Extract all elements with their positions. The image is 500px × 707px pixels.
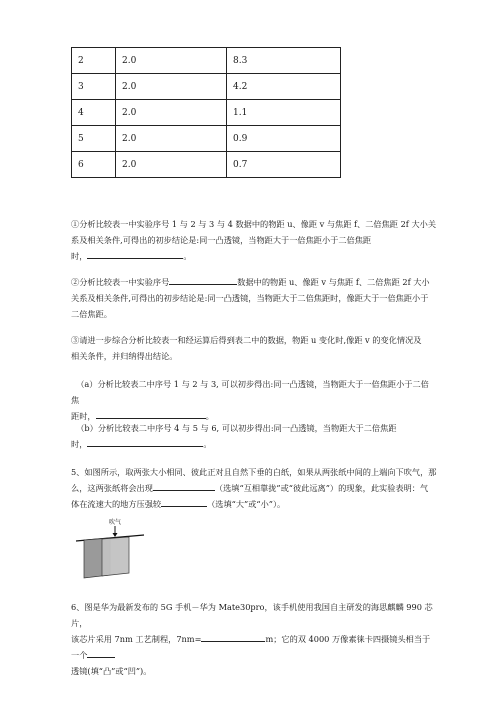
image-distance-cell: 0.9 [227, 126, 341, 152]
blow-air-label: 吹气 [109, 519, 122, 526]
question-1 [71, 216, 437, 264]
question-2 [71, 274, 437, 322]
q3-line2: 相关条件，并归纳得出结论。 [71, 351, 178, 361]
q2-line1-start: ②分析比较表一中实验序号 [71, 277, 170, 287]
q6-line1: 6、图是华为最新发布的 5G 手机－华为 Mate30pro，该手机使用我国自主研发的海思麒麟 990 芯片， [71, 602, 433, 628]
object-distance-cell: 2.0 [116, 100, 227, 126]
q5-line1: 5、如图所示，取两张大小相同、彼此正对且自然下垂的白纸，如果从两张纸中间的上端向下吹气，那 [71, 467, 437, 477]
row-index-cell: 4 [72, 100, 116, 126]
q2-line1-end: 数据中的物距 u、像距 v 与焦距 f、二倍焦距 2f 大小 [237, 277, 430, 287]
q5-line2-end: （选填“互相靠拢”或“彼此远离”）的现象，此实验表明：气 [214, 483, 429, 493]
paper-figure [74, 515, 154, 581]
q5-line2-start: 么，这两张纸将会出现 [71, 483, 153, 493]
image-distance-cell: 4.2 [227, 74, 341, 100]
image-distance-cell: 0.7 [227, 152, 341, 178]
question-5 [71, 464, 437, 512]
data-table [71, 47, 341, 178]
q1-line3-end: 。 [183, 251, 192, 261]
paper-sheet-right [102, 537, 129, 576]
q1-line2: 系及相关条件,可得出的初步结论是:同一凸透镜，当物距大于一倍焦距小于二倍焦距 [71, 235, 372, 245]
q5-line3-end: （选填“大”或“小”）。 [207, 499, 286, 509]
table-row [72, 126, 341, 152]
answer-blank[interactable] [87, 248, 183, 259]
table-row [72, 100, 341, 126]
table-row [72, 152, 341, 178]
qb-line1: （b）分析比较表二中序号 4 与 5 与 6, 可以初步得出:同一凸透镜，当物距大于二倍焦距 [76, 423, 397, 433]
answer-blank[interactable] [96, 408, 206, 419]
qa-line2-end: 。 [205, 411, 214, 421]
q6-line3: 透镜(填“凸”或“凹”)。 [71, 666, 152, 676]
q1-line1: ①分析比较表一中实验序号 1 与 2 与 3 与 4 数据中的物距 u、像距 v 与焦距 f、二倍焦距 2f 大小关 [71, 219, 437, 229]
object-distance-cell: 2.0 [116, 48, 227, 74]
q2-line2: 关系及相关条件,可得出的初步结论是:同一凸透镜，当物距大于二倍焦距时，像距大于一倍焦距小于 [71, 293, 429, 303]
question-6 [71, 599, 437, 679]
air-arrow-head [113, 533, 118, 537]
answer-blank[interactable] [161, 496, 207, 507]
q2-line3: 二倍焦距。 [71, 309, 112, 319]
row-index-cell: 5 [72, 126, 116, 152]
answer-blank[interactable] [87, 436, 203, 447]
question-3b [71, 420, 437, 452]
object-distance-cell: 2.0 [116, 126, 227, 152]
q1-line3-start: 时， [71, 251, 88, 261]
two-paper-sheets-diagram [74, 515, 154, 581]
answer-blank[interactable] [201, 631, 265, 642]
row-index-cell: 3 [72, 74, 116, 100]
image-distance-cell: 8.3 [227, 48, 341, 74]
table-row [72, 74, 341, 100]
qa-line1: （a）分析比较表二中序号 1 与 2 与 3, 可以初步得出:同一凸透镜，当物距大于一倍焦距小于二倍焦 [71, 379, 429, 405]
answer-blank[interactable] [87, 647, 115, 658]
qb-line2-start: 时， [71, 439, 88, 449]
q3-line1: ③请进一步综合分析比较表一和经运算后得到表二中的数据，物距 u 变化时,像距 v 的变化情况及 [71, 335, 422, 345]
answer-blank[interactable] [153, 480, 215, 491]
row-index-cell: 6 [72, 152, 116, 178]
row-index-cell: 2 [72, 48, 116, 74]
answer-blank[interactable] [169, 274, 237, 285]
qa-line2-start: 距时， [71, 411, 96, 421]
q6-line2-mid: m；它的双 4000 万像素徕卡四摄镜头相当于一个 [71, 634, 431, 660]
table-row [72, 48, 341, 74]
image-distance-cell: 1.1 [227, 100, 341, 126]
q6-line2-start: 该芯片采用 7nm 工艺制程，7nm= [71, 634, 202, 644]
object-distance-cell: 2.0 [116, 152, 227, 178]
qb-line2-end: 。 [203, 439, 212, 449]
question-3 [71, 332, 437, 364]
question-3a [71, 376, 437, 424]
object-distance-cell: 2.0 [116, 74, 227, 100]
q5-line3-start: 体在流速大的地方压强较 [71, 499, 162, 509]
